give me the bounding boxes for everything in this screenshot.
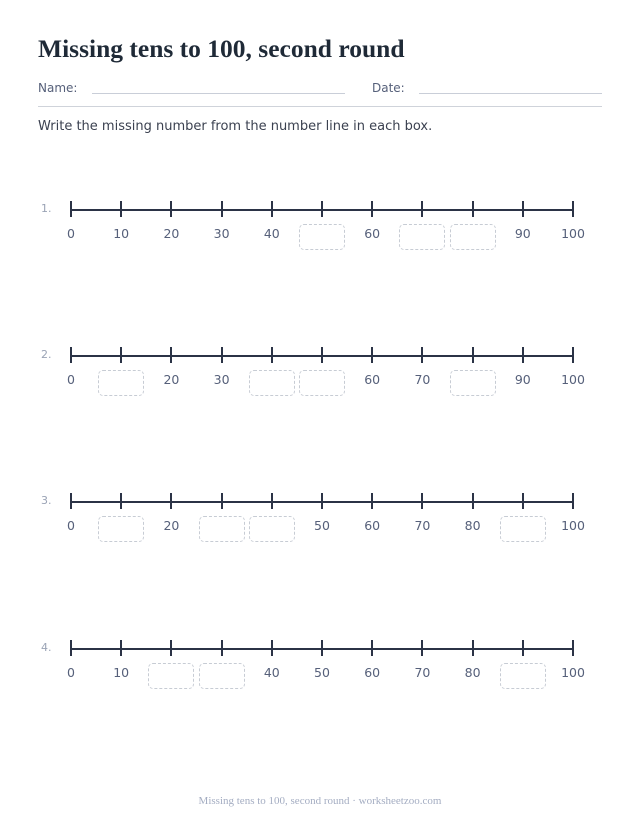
answer-box[interactable] — [450, 370, 496, 396]
number-line-tick — [522, 347, 524, 363]
tick-label: 20 — [163, 226, 180, 241]
number-line-tick — [371, 640, 373, 656]
tick-label: 10 — [113, 226, 130, 241]
tick-label: 50 — [314, 518, 330, 533]
number-line-tick — [170, 201, 172, 217]
tick-label: 100 — [561, 665, 585, 680]
tick-label: 80 — [464, 665, 481, 680]
problem-number: 2. — [41, 348, 52, 361]
number-line-tick — [572, 640, 574, 656]
number-line-tick — [421, 493, 423, 509]
answer-box[interactable] — [199, 663, 245, 689]
number-line-tick — [271, 347, 273, 363]
tick-label: 80 — [464, 518, 481, 533]
number-line-tick — [70, 201, 72, 217]
number-line-tick — [321, 201, 323, 217]
number-line-tick — [472, 201, 474, 217]
number-line-tick — [271, 640, 273, 656]
number-line-tick — [120, 201, 122, 217]
number-line-tick — [321, 640, 323, 656]
tick-label: 90 — [514, 372, 531, 387]
number-line-tick — [221, 201, 223, 217]
number-line-tick — [170, 640, 172, 656]
number-line-tick — [70, 640, 72, 656]
number-line-tick — [271, 493, 273, 509]
problem-number: 4. — [41, 641, 52, 654]
number-line-tick — [221, 640, 223, 656]
number-line-tick — [522, 493, 524, 509]
number-line-tick — [572, 201, 574, 217]
tick-label: 70 — [414, 665, 431, 680]
answer-box[interactable] — [249, 516, 295, 542]
tick-label: 10 — [113, 665, 130, 680]
number-line-tick — [421, 347, 423, 363]
date-label: Date: — [372, 81, 405, 95]
number-line-tick — [371, 493, 373, 509]
tick-label: 100 — [561, 518, 585, 533]
answer-box[interactable] — [98, 370, 144, 396]
tick-label: 0 — [67, 665, 75, 680]
answer-box[interactable] — [98, 516, 144, 542]
number-line-tick — [421, 201, 423, 217]
number-line-tick — [221, 493, 223, 509]
tick-label: 0 — [67, 372, 75, 387]
number-line-tick — [120, 347, 122, 363]
footer-text: Missing tens to 100, second round · worksheetzoo.com — [198, 795, 442, 807]
number-line-tick — [371, 201, 373, 217]
problem-number: 3. — [41, 494, 52, 507]
answer-box[interactable] — [450, 224, 496, 250]
name-field[interactable] — [92, 93, 345, 94]
number-line-tick — [221, 347, 223, 363]
number-line-tick — [572, 493, 574, 509]
tick-label: 30 — [213, 372, 230, 387]
answer-box[interactable] — [199, 516, 245, 542]
date-field[interactable] — [419, 93, 602, 94]
instruction-text: Write the missing number from the number line in each box. — [38, 119, 433, 134]
number-line-tick — [321, 493, 323, 509]
tick-label: 20 — [163, 372, 180, 387]
number-line-problem — [0, 494, 640, 581]
number-line-tick — [522, 640, 524, 656]
answer-box[interactable] — [399, 224, 445, 250]
tick-label: 60 — [364, 518, 381, 533]
tick-label: 70 — [414, 518, 431, 533]
number-line-tick — [321, 347, 323, 363]
problem-number: 1. — [41, 202, 52, 215]
tick-label: 60 — [364, 372, 381, 387]
number-line-tick — [170, 493, 172, 509]
answer-box[interactable] — [249, 370, 295, 396]
tick-label: 90 — [514, 226, 531, 241]
answer-box[interactable] — [500, 663, 546, 689]
number-line-tick — [120, 493, 122, 509]
number-line-tick — [371, 347, 373, 363]
tick-label: 70 — [414, 372, 431, 387]
number-line-tick — [572, 347, 574, 363]
number-line-problem — [0, 641, 640, 728]
number-line-problem — [0, 202, 640, 289]
tick-label: 100 — [561, 226, 585, 241]
tick-label: 40 — [263, 226, 280, 241]
tick-label: 40 — [263, 665, 280, 680]
tick-label: 30 — [213, 226, 230, 241]
number-line-problem — [0, 348, 640, 435]
number-line-tick — [421, 640, 423, 656]
number-line-tick — [472, 347, 474, 363]
number-line-tick — [70, 493, 72, 509]
tick-label: 60 — [364, 226, 381, 241]
tick-label: 60 — [364, 665, 381, 680]
tick-label: 50 — [314, 665, 330, 680]
number-line-tick — [70, 347, 72, 363]
number-line-tick — [472, 493, 474, 509]
worksheet-title: Missing tens to 100, second round — [38, 34, 405, 63]
number-line-tick — [472, 640, 474, 656]
tick-label: 20 — [163, 518, 180, 533]
number-line-tick — [522, 201, 524, 217]
answer-box[interactable] — [299, 370, 345, 396]
number-line-tick — [271, 201, 273, 217]
tick-label: 0 — [67, 518, 75, 533]
answer-box[interactable] — [148, 663, 194, 689]
tick-label: 100 — [561, 372, 585, 387]
number-line-tick — [170, 347, 172, 363]
number-line-tick — [120, 640, 122, 656]
answer-box[interactable] — [500, 516, 546, 542]
tick-label: 0 — [67, 226, 75, 241]
name-label: Name: — [38, 81, 78, 95]
answer-box[interactable] — [299, 224, 345, 250]
header-divider — [38, 106, 602, 107]
